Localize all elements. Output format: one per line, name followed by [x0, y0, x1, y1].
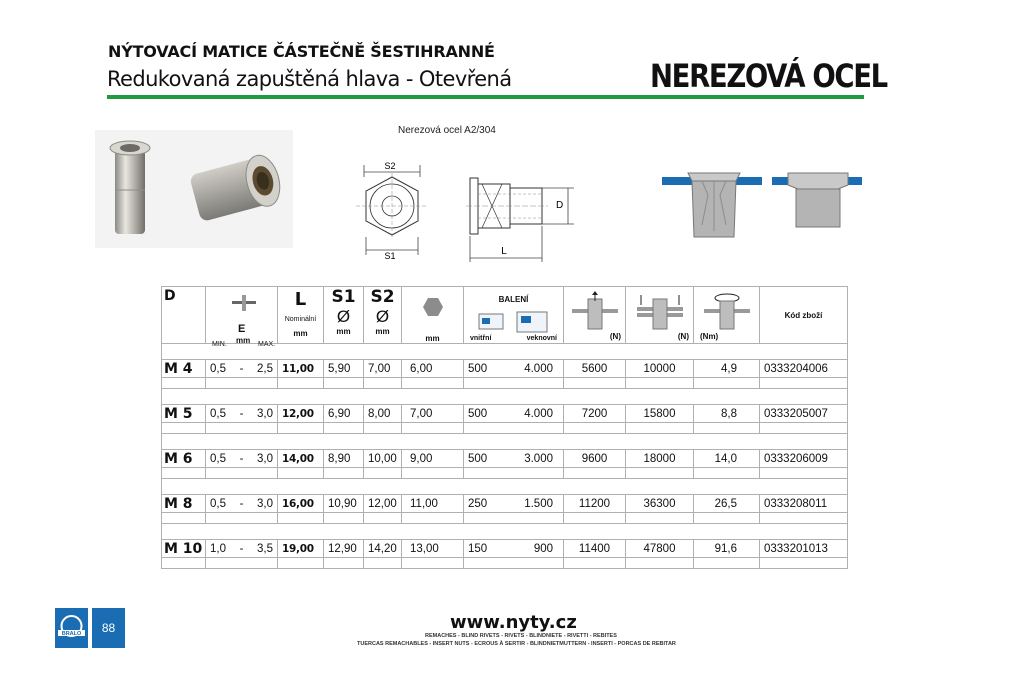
pack-outer: 4.000	[524, 408, 553, 420]
grip-min: 0,5	[210, 363, 226, 375]
col-e-header: E mm MIN. MAX.	[206, 287, 278, 344]
col-s1-header: S1 Ø mm	[324, 287, 364, 344]
s1-label: S1	[384, 251, 396, 261]
grip-min: 0,5	[210, 453, 226, 465]
small-box-icon	[478, 308, 506, 330]
row-separator	[162, 524, 848, 540]
s2-value: 12,00	[368, 498, 397, 510]
length-value: 14,00	[282, 453, 314, 465]
tensile-value: 9600	[581, 453, 608, 465]
s1-value: 8,90	[328, 453, 351, 465]
thread-size: M 10	[164, 541, 203, 557]
length-value: 19,00	[282, 543, 314, 555]
col-baleni-header: BALENÍ vnitřní veknovní	[464, 287, 564, 344]
grip-max: 3,0	[257, 498, 273, 510]
pack-inner: 500	[468, 363, 488, 375]
torque-value: 8,8	[721, 408, 737, 420]
s2-value: 8,00	[368, 408, 391, 420]
grip-min: 0,5	[210, 498, 226, 510]
pack-inner: 500	[468, 453, 488, 465]
bralo-logo	[55, 608, 88, 648]
hex-value: 11,00	[410, 498, 438, 510]
length-value: 12,00	[282, 408, 314, 420]
row-separator	[162, 389, 848, 405]
s1-value: 12,90	[328, 543, 357, 555]
shear-value: 36300	[643, 498, 676, 510]
tensile-test-icon	[564, 291, 625, 338]
l-label: L	[501, 246, 507, 257]
table-row	[162, 405, 848, 423]
s2-value: 7,00	[368, 363, 391, 375]
product-code: 0333208011	[764, 498, 828, 510]
grip-max: 3,5	[257, 543, 273, 555]
row-spacer	[162, 513, 848, 524]
shear-value: 18000	[643, 453, 676, 465]
pack-outer: 900	[533, 543, 553, 555]
s2-value: 10,00	[368, 453, 397, 465]
tensile-value: 7200	[581, 408, 608, 420]
bralo-logo-text: BRALO	[61, 631, 82, 637]
grip-min: 0,5	[210, 408, 226, 420]
grip-max: 3,0	[257, 453, 273, 465]
pack-inner: 250	[468, 498, 488, 510]
hex-value: 9,00	[410, 453, 433, 465]
footer-line-1: REMACHES - BLIND RIVETS - RIVETS - BLINDNIETE - RIVETTI - REBITES	[425, 633, 617, 639]
torque-value: 4,9	[721, 363, 737, 375]
row-spacer	[162, 558, 848, 569]
table-row	[162, 495, 848, 513]
product-code: 0333201013	[764, 543, 828, 555]
row-spacer	[162, 378, 848, 389]
tensile-value: 11200	[578, 498, 611, 510]
thread-size: M 8	[164, 496, 193, 512]
material-heading: NEREZOVÁ OCEL	[650, 57, 887, 95]
col-s2-header: S2 Ø mm	[364, 287, 402, 344]
product-code: 0333206009	[764, 453, 828, 465]
hexagon-icon	[402, 297, 463, 320]
spec-table	[161, 286, 848, 569]
col-tensile-header: (N)	[564, 287, 626, 344]
row-spacer	[162, 468, 848, 479]
shear-test-icon	[626, 291, 693, 338]
grip-max: 2,5	[257, 363, 273, 375]
pack-outer: 4.000	[524, 363, 553, 375]
pack-outer: 3.000	[524, 453, 553, 465]
length-value: 16,00	[282, 498, 314, 510]
thread-size: M 5	[164, 406, 193, 422]
grip-max: 3,0	[257, 408, 273, 420]
table-header-row	[162, 287, 848, 344]
pack-inner: 500	[468, 408, 488, 420]
s1-value: 6,90	[328, 408, 351, 420]
col-l-header: L Nominální mm	[278, 287, 324, 344]
hex-top-view-drawing	[352, 155, 432, 265]
col-d-header: D	[162, 287, 206, 344]
s2-value: 14,20	[368, 543, 397, 555]
page-number: 88	[92, 608, 125, 648]
rivet-icon	[232, 293, 256, 316]
page-title: NÝTOVACÍ MATICE ČÁSTEČNĚ ŠESTIHRANNÉ	[108, 42, 495, 61]
hex-value: 7,00	[410, 408, 433, 420]
thread-size: M 6	[164, 451, 193, 467]
grip-dash: -	[239, 453, 244, 465]
d-label: D	[556, 200, 564, 211]
torque-icon	[694, 291, 759, 338]
product-code: 0333204006	[764, 363, 828, 375]
length-value: 11,00	[282, 363, 314, 375]
page-subtitle: Redukovaná zapuštěná hlava - Otevřená	[107, 67, 512, 91]
grip-min: 1,0	[210, 543, 226, 555]
grip-dash: -	[239, 363, 244, 375]
pack-outer: 1.500	[524, 498, 553, 510]
hex-value: 13,00	[410, 543, 439, 555]
product-photo	[95, 130, 293, 248]
tensile-value: 11400	[578, 543, 611, 555]
pack-inner: 150	[468, 543, 488, 555]
large-box-icon	[516, 308, 550, 334]
table-row	[162, 540, 848, 558]
tensile-value: 5600	[581, 363, 608, 375]
row-separator	[162, 479, 848, 495]
torque-value: 14,0	[714, 453, 737, 465]
s2-label: S2	[384, 161, 396, 171]
row-spacer	[162, 423, 848, 434]
row-separator	[162, 434, 848, 450]
shear-value: 10000	[643, 363, 676, 375]
table-row	[162, 360, 848, 378]
s1-value: 5,90	[328, 363, 351, 375]
col-torque-header: (Nm)	[694, 287, 760, 344]
col-code-header: Kód zboží	[760, 287, 848, 344]
hex-value: 6,00	[410, 363, 433, 375]
grip-dash: -	[239, 543, 244, 555]
table-row	[162, 450, 848, 468]
product-code: 0333205007	[764, 408, 828, 420]
installation-drawing	[662, 165, 862, 245]
torque-value: 26,5	[714, 498, 737, 510]
material-caption: Nerezová ocel A2/304	[398, 125, 496, 136]
header-rule	[107, 95, 864, 99]
shear-value: 15800	[643, 408, 676, 420]
website-url[interactable]: www.nyty.cz	[450, 612, 577, 633]
footer-line-2: TUERCAS REMACHABLES - INSERT NUTS - ECROUS À SERTIR - BLINDNIETMUTTERN - INSERTI - PORCAS DE REBITAR	[357, 641, 676, 647]
nut-side-view-drawing	[462, 170, 582, 265]
col-hex-header: mm	[402, 287, 464, 344]
thread-size: M 4	[164, 361, 193, 377]
torque-value: 91,6	[714, 543, 737, 555]
grip-dash: -	[239, 408, 244, 420]
s1-value: 10,90	[328, 498, 357, 510]
grip-dash: -	[239, 498, 244, 510]
box-icons	[464, 308, 563, 334]
shear-value: 47800	[643, 543, 676, 555]
col-shear-header: (N)	[626, 287, 694, 344]
